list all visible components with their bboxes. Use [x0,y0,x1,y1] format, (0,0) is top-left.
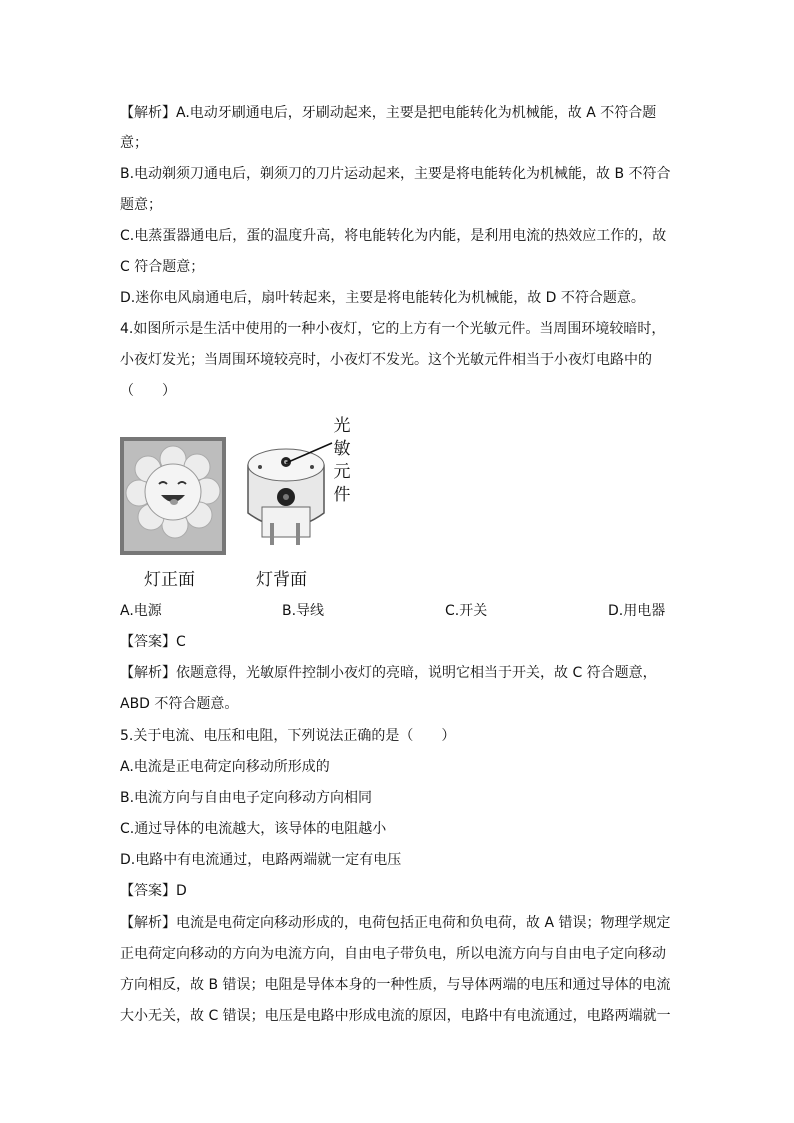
option-b: B.导线 [282,603,325,619]
option-line: C.通过导体的电流越大，该导体的电阻越小 [120,821,387,837]
text-line: 意； [120,135,148,151]
option-line: B.电流方向与自由电子定向移动方向相同 [120,790,373,806]
option-line: D.电路中有电流通过，电路两端就一定有电压 [120,852,402,868]
sensor-label-char: 敏 [333,439,351,459]
text-line: 小夜灯发光；当周围环境较亮时，小夜灯不发光。这个光敏元件相当于小夜灯电路中的 [120,352,652,368]
text-line: 方向相反，故 B 错误；电阻是导体本身的一种性质，与导体两端的电压和通过导体的电流 [120,977,671,993]
text-line: B.电动剃须刀通电后，剃须刀的刀片运动起来，主要是将电能转化为机械能，故 B 不符合 [120,166,671,182]
answer-blank: （ ） [120,383,176,399]
option-a: A.电源 [120,603,162,619]
night-light-figure [120,415,370,590]
text-line: 大小无关，故 C 错误；电压是电路中形成电流的原因，电路中有电流通过，电路两端就一 [120,1008,671,1024]
text-line: 正电荷定向移动的方向为电流方向，自由电子带负电，所以电流方向与自由电子定向移动 [120,946,666,962]
option-line: A.电流是正电荷定向移动所形成的 [120,759,330,775]
sensor-label-char: 件 [333,485,351,505]
option-c: C.开关 [445,603,488,619]
text-line: D.迷你电风扇通电后，扇叶转起来，主要是将电能转化为机械能，故 D 不符合题意。 [120,290,645,306]
text-line: C 符合题意； [120,259,205,275]
front-caption: 灯正面 [144,570,195,590]
answer-label: 【答案】D [120,883,187,899]
text-line: 【解析】依题意得，光敏原件控制小夜灯的亮暗，说明它相当于开关，故 C 符合题意， [120,665,657,681]
text-line: 【解析】A.电动牙刷通电后，牙刷动起来，主要是把电能转化为机械能，故 A 不符合题 [120,105,657,121]
text-line: 题意； [120,197,162,213]
text-line: ABD 不符合题意。 [120,696,239,712]
answer-label: 【答案】C [120,634,186,650]
option-d: D.用电器 [608,603,666,619]
sensor-label-char: 元 [333,462,351,482]
back-caption: 灯背面 [256,570,307,590]
question-4-stem: 4.如图所示是生活中使用的一种小夜灯，它的上方有一个光敏元件。当周围环境较暗时， [120,321,666,337]
question-5-stem: 5.关于电流、电压和电阻，下列说法正确的是（ ） [120,728,456,744]
sensor-label-char: 光 [333,416,351,436]
text-line: C.电蒸蛋器通电后，蛋的温度升高，将电能转化为内能，是利用电流的热效应工作的，故 [120,228,667,244]
text-line: 【解析】电流是电荷定向移动形成的，电荷包括正电荷和负电荷，故 A 错误；物理学规定 [120,915,671,931]
